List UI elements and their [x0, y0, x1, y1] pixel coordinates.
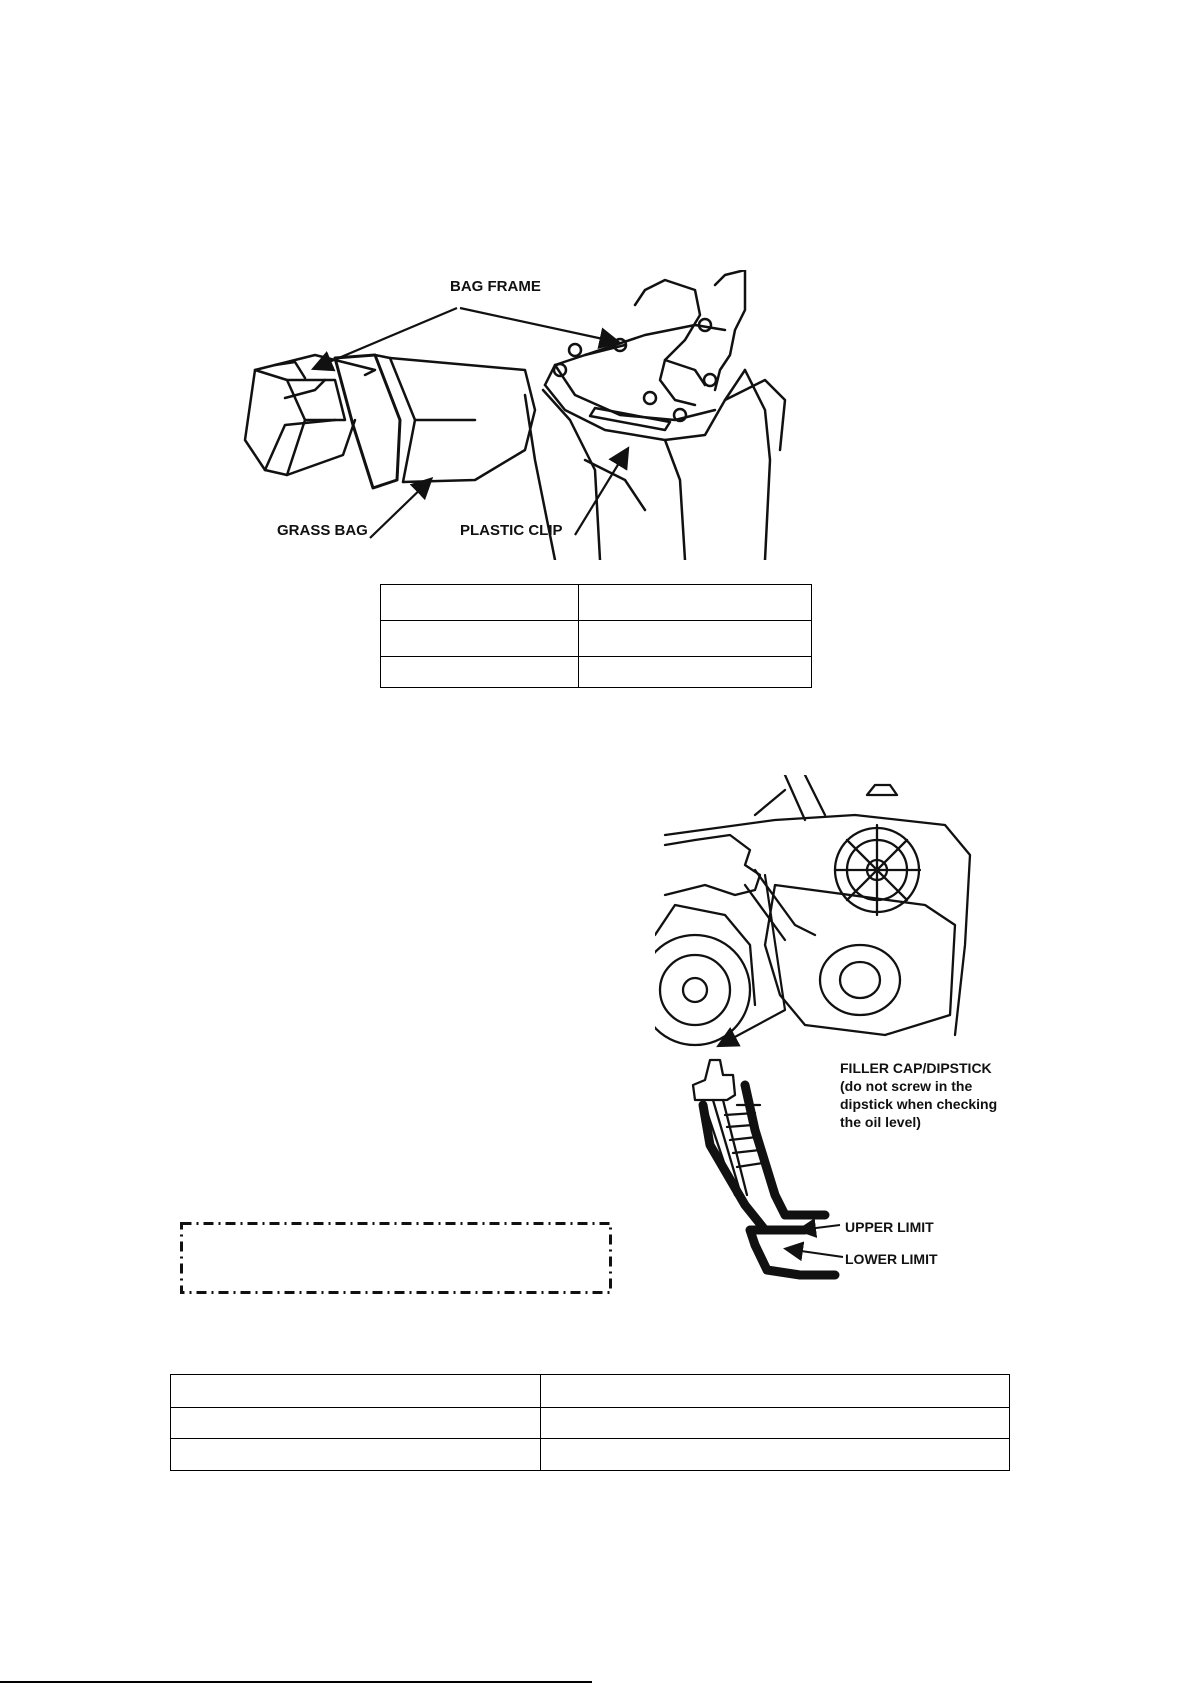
table-cell — [381, 621, 579, 657]
oil-dipstick-figure — [655, 775, 998, 1285]
plastic-clip-label: PLASTIC CLIP — [460, 522, 563, 539]
table-cell — [381, 657, 579, 688]
table-cell — [171, 1439, 541, 1471]
table-cell — [541, 1439, 1010, 1471]
filler-cap-label-line1: FILLER CAP/DIPSTICK — [840, 1060, 992, 1076]
spec-table-2 — [170, 1374, 1010, 1471]
bag-assembly-drawing — [225, 270, 845, 560]
table-cell — [171, 1408, 541, 1439]
spec-table-1 — [380, 584, 812, 688]
table-cell — [171, 1375, 541, 1408]
grass-bag-label: GRASS BAG — [277, 522, 368, 539]
filler-cap-label-line3: dipstick when checking — [840, 1096, 998, 1112]
filler-cap-label-line2: (do not screw in the — [840, 1078, 973, 1094]
table-row — [171, 1439, 1010, 1471]
oil-dipstick-drawing — [655, 775, 985, 1285]
table-cell — [541, 1408, 1010, 1439]
table-cell — [579, 657, 812, 688]
table-cell — [579, 585, 812, 621]
bag-frame-label: BAG FRAME — [450, 278, 541, 295]
table-row — [381, 621, 812, 657]
table-row — [381, 585, 812, 621]
table-row — [381, 657, 812, 688]
table-cell — [579, 621, 812, 657]
lower-limit-label: LOWER LIMIT — [845, 1251, 938, 1267]
footer-rule — [0, 1681, 592, 1683]
filler-cap-label-line4: the oil level) — [840, 1114, 921, 1130]
note-box — [180, 1222, 612, 1294]
table-cell — [541, 1375, 1010, 1408]
table-row — [171, 1375, 1010, 1408]
bag-assembly-figure — [225, 270, 845, 560]
upper-limit-label: UPPER LIMIT — [845, 1219, 934, 1235]
table-row — [171, 1408, 1010, 1439]
table-cell — [381, 585, 579, 621]
note-box-border — [180, 1222, 612, 1294]
